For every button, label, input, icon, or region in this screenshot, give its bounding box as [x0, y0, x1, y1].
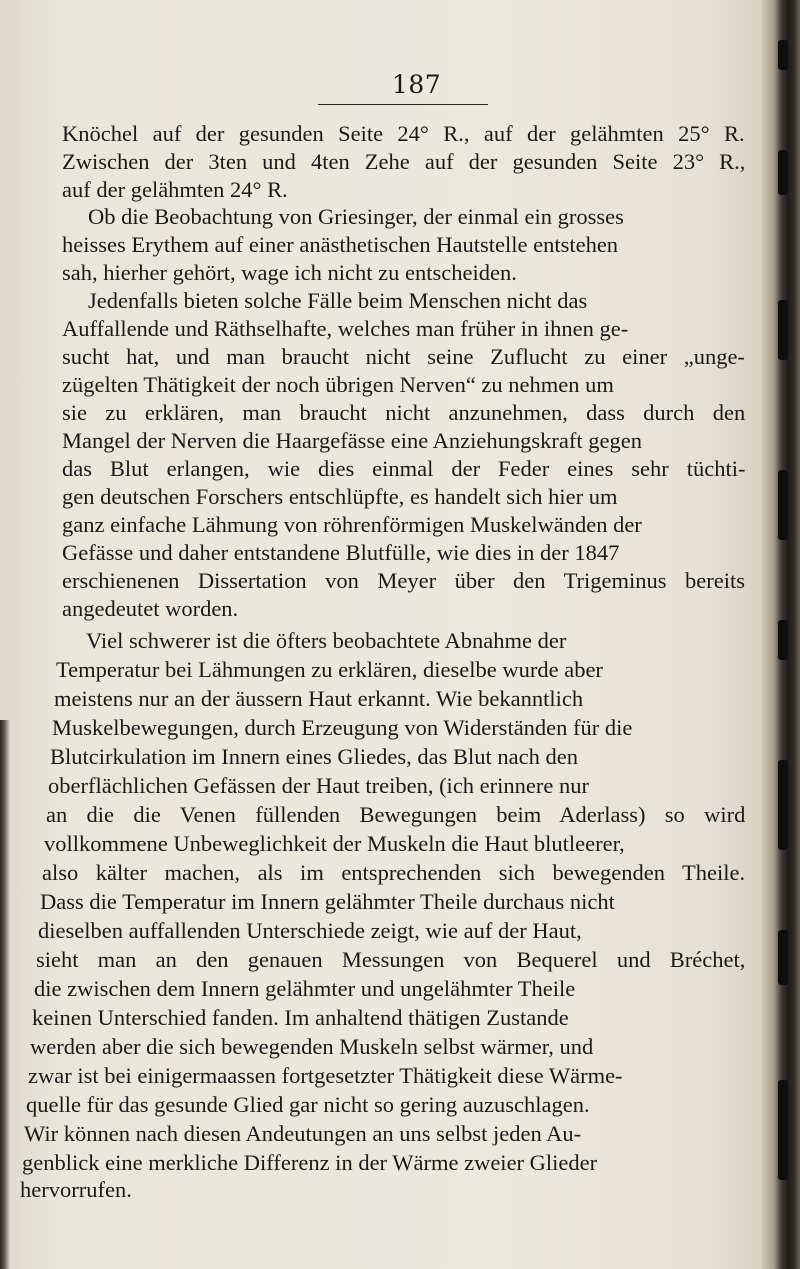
text-line: Ob die Beobachtung von Griesinger, der einmal ein grosses [88, 204, 624, 229]
text-line: meistens nur an der äussern Haut erkannt. Wie bekanntlich [54, 686, 584, 711]
text-line: vollkommene Unbeweglichkeit der Muskeln die Haut blutleerer, [44, 831, 625, 856]
text-line: die zwischen dem Innern gelähmter und ungelähmter Theile [34, 976, 576, 1001]
text-line: das Blut erlangen, wie dies einmal der Feder eines sehr tüchti- [62, 456, 746, 481]
text-line: Gefässe und daher entstandene Blutfülle, wie dies in der 1847 [62, 540, 620, 565]
text-line: Blutcirkulation im Innern eines Gliedes, das Blut nach den [50, 744, 579, 769]
text-line: Viel schwerer ist die öfters beobachtete Abnahme der [86, 628, 567, 653]
text-line: Knöchel auf der gesunden Seite 24° R., auf der gelähmten 25° R. [62, 121, 745, 146]
text-line: heisses Erythem auf einer anästhetischen Hautstelle entstehen [62, 232, 619, 257]
text-line: sie zu erklären, man braucht nicht anzunehmen, dass durch den [62, 400, 746, 425]
text-line: Temperatur bei Lähmungen zu erklären, dieselbe wurde aber [56, 657, 603, 682]
text-line: zwar ist bei einigermaassen fortgesetzter Thätigkeit diese Wärme- [28, 1063, 623, 1088]
text-line: genblick eine merkliche Differenz in der Wärme zweier Glieder [22, 1150, 598, 1175]
text-line: gen deutschen Forschers entschlüpfte, es handelt sich hier um [62, 484, 618, 509]
text-line: angedeutet worden. [62, 596, 239, 621]
text-line: dieselben auffallenden Unterschiede zeigt, wie auf der Haut, [38, 918, 582, 943]
text-line: erschienenen Dissertation von Meyer über den Trigeminus bereits [62, 568, 746, 593]
text-line: zügelten Thätigkeit der noch übrigen Nerven“ zu nehmen um [62, 372, 614, 397]
text-line: quelle für das gesunde Glied gar nicht so gering auzuschlagen. [26, 1092, 590, 1117]
text-line: also kälter machen, als im entsprechenden sich bewegenden Theile. [42, 860, 746, 885]
text-line: Auffallende und Räthselhafte, welches man früher in ihnen ge- [62, 316, 629, 341]
text-line: sucht hat, und man braucht nicht seine Zuflucht zu einer „unge- [62, 344, 745, 369]
text-line: Zwischen der 3ten und 4ten Zehe auf der gesunden Seite 23° R., [62, 149, 746, 174]
page-number: 187 [392, 70, 442, 99]
text-line: oberflächlichen Gefässen der Haut treiben, (ich erinnere nur [48, 773, 589, 798]
text-line: werden aber die sich bewegenden Muskeln selbst wärmer, und [30, 1034, 594, 1059]
text-line: ganz einfache Lähmung von röhrenförmigen Muskelwänden der [62, 512, 642, 537]
text-line: an die die Venen füllenden Bewegungen beim Aderlass) so wird [46, 802, 746, 827]
text-line: Dass die Temperatur im Innern gelähmter Theile durchaus nicht [40, 889, 615, 914]
text-line: Muskelbewegungen, durch Erzeugung von Widerständen für die [52, 715, 633, 740]
text-line: keinen Unterschied fanden. Im anhaltend thätigen Zustande [32, 1005, 569, 1030]
text-line: Wir können nach diesen Andeutungen an uns selbst jeden Au- [24, 1121, 582, 1146]
text-line: sieht man an den genauen Messungen von Bequerel und Bréchet, [36, 947, 746, 972]
text-line: hervorrufen. [20, 1177, 132, 1202]
text-line: Mangel der Nerven die Haargefässe eine Anziehungskraft gegen [62, 428, 642, 453]
text-line: Jedenfalls bieten solche Fälle beim Menschen nicht das [88, 288, 588, 313]
text-line: auf der gelähmten 24° R. [62, 177, 288, 202]
text-line: sah, hierher gehört, wage ich nicht zu entscheiden. [62, 260, 517, 285]
